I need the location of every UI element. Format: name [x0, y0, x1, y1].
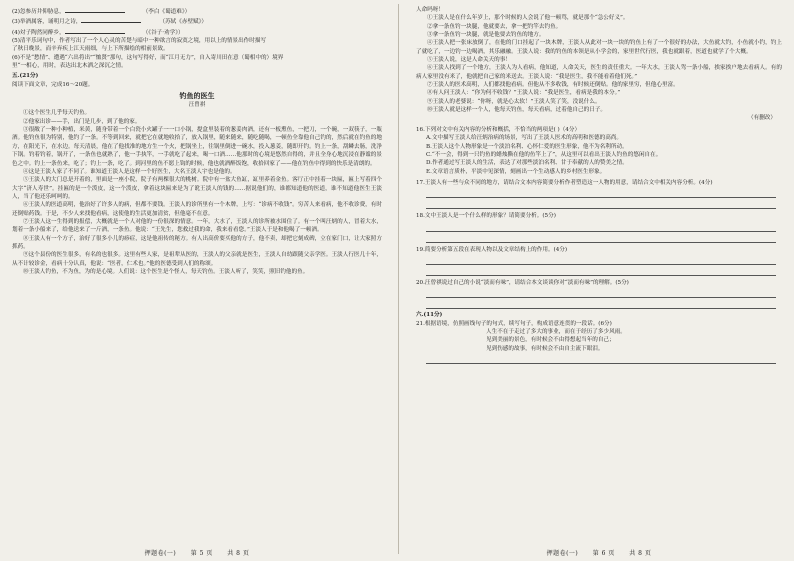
- continued-line: 人命吗呀！: [416, 7, 444, 13]
- answer-blank[interactable]: [81, 16, 141, 23]
- article-paragraph: ⑦王淡人这一生得到的报偿，大概就是一个人对他的一份很深的情意。一年，大水了，王淡人的诊所被水围住了。有一个叫汪炳的人，冒着大水，划着一条小船来了，给他送来了一斤酒，一条鱼。他说：“王先生，您救过我的命，我来看看您。”王淡人于是和他喝了一顿酒。: [12, 218, 382, 234]
- answer-line[interactable]: [426, 255, 776, 265]
- answer-line[interactable]: [426, 199, 776, 209]
- question-5-line-2: 了秋日晚景，而辛弃疾上江天雨细，与上下所描绘的相前景致。: [12, 46, 169, 53]
- page-total: 共 8 页: [629, 549, 652, 557]
- fill-in-prefix: (4)対子陶然同醉乡，: [12, 29, 65, 36]
- answer-line[interactable]: [426, 266, 776, 276]
- answer-line[interactable]: [426, 288, 776, 298]
- right-page: [408, 0, 790, 561]
- fill-in-source: （李白《蜀道难》）: [142, 9, 191, 15]
- article-paragraph: ⑧王淡人有一个方子，治好了很多小儿的痧症，这是他祖传的秘方。有人出高价要买他的方子，他不卖，却把它刻成碑，立在家门口，让大家照方抓药。: [12, 235, 382, 250]
- page-footer: [4, 550, 390, 558]
- question-stem: 16.下列对文中有关内容的分析和概括，不恰当的两项是( )（4分）: [416, 126, 581, 133]
- answer-blank[interactable]: [65, 27, 125, 34]
- answer-line[interactable]: [426, 222, 776, 232]
- question-option: D.作者通过写王淡人的生活，表达了对那些淡泊名利、甘于奉献的人的赞美之情。: [426, 160, 628, 167]
- reading-instructions: 阅读下面文章，完成16～20题。: [12, 81, 94, 88]
- excerpt-note: （有删改）: [748, 115, 776, 122]
- article-paragraph: ⑨王淡人的老婆说：“你呀，就是心太软！”王淡人笑了笑，没说什么。: [427, 98, 601, 105]
- fill-in-line: [12, 6, 382, 16]
- question-21: 21.根据语境，仿照画线句子的句式，续写句子，构成语意连贯的一段话。(6分): [416, 320, 612, 327]
- answer-line[interactable]: [426, 354, 776, 364]
- article-paragraph: ④王淡人把一张床放倒了，在他的门口挂起了一块木牌，王淡人从此对一块一块的钓鱼上有了一个很好的办法，大鱼就大钓，小鱼就小钓，钓上了就吃了，一边钓一边喝酒，其乐融融。王淡人说：我的钓鱼的本领是从小学会的，家里世代行医，我也就跟着，医道也就学了个大概。: [416, 40, 782, 55]
- article-paragraph: ④这是王淡人家了不同了。谁知道王淡人是这样一个好医生，大名王淡人宇也是他的。: [23, 168, 236, 175]
- prompt-line: 见到美丽的景色，有时候会不由得想起当年的自己；: [486, 337, 615, 344]
- question-option: C.“不一会，得到一只钓鱼的蜡烛撕在他的鱼竿上了”，从这里可以看出王淡人钓鱼的悠闲自在。: [426, 151, 662, 158]
- exam-name: 押题卷(一): [144, 549, 177, 557]
- article-title: 钓鱼的医生: [179, 91, 215, 101]
- page-number: 第 5 页: [190, 549, 213, 557]
- question-option: E.文章语言质朴，平淡中见深情，刻画出一个生动感人的乡村医生形象。: [426, 168, 606, 175]
- article-paragraph: ③很敞了一种小种植，米黄，随身带着一个白瓷小火罐子一一口小锅，提盒里装着的葱姜肉酒，还有一板熏鱼，一把刀，一个碗，一双筷子，一瓶酒。他钓鱼很为特别，他钓了一条。不等到回来，就把它在就地收拾了，放入锅里，随来随来，随吃随喝，一顿鱼全靠他自己钓的，然后就在钓鱼的地方，在阳光下，在水边。每天清晨，他在了他找准的地方生一个火，把锅坐上，往锅里倒进一碗水，投入葱姜，随即开钓。钓上一条，刮鳞去肠，洗净下锅。钓着钓着，锅开了，一条鱼也就熟了，他一手执竿，一手就吃了起来，喝一口酒……他那时的心境是悠然自得的，并且全身心地沉浸在静谧的景色之中。钓上一条鱼来，吃了；钓上一条，吃了。到河里的鱼不愿上钩的时候，他也就酒醉饭饱，收拾回家了——他在钓鱼中得到的快乐是清朗的。: [12, 127, 382, 167]
- prompt-line: 人生不在于走过了多大的事业，而在于经历了多少风雨。: [486, 328, 626, 335]
- article-author: 汪曾祺: [188, 102, 206, 109]
- prompt-line: 见到伤感的故事，有时候会不由自主流下眼泪。: [486, 345, 604, 352]
- article-paragraph: ③拿一条鱼钓一块腿，就是他要去钓鱼的地方。: [427, 32, 545, 39]
- answer-line[interactable]: [426, 233, 776, 243]
- article-paragraph: ⑤王淡人说，这是人命关天的事！: [427, 57, 511, 64]
- article-paragraph: ⑥王淡人找到了一个地方，王淡人为人看病，他知道，人命关天，医生的责任重大。一年大水，王淡人驾一条小船，挨家挨户地去看病人。有的病人家里没有米了，他就把自己家的米送去。王淡人说：“我是医生，我不能看着他们死。”: [416, 65, 782, 80]
- article-paragraph: ⑦王淡人的医术高明，人们都找他看病。但他从不多收钱，有时候还倒贴。他的家里穷，但他心里富。: [427, 82, 679, 89]
- article-paragraph: ⑤王淡人的大门总是开着的，里面是一座小院，院子有两棵很大的桃树。院中有一盆大鱼缸，缸里养着金鱼。客厅正中挂着一块匾，匾上写着四个大字“济人寿世”。挂匾的是一个泼皮，这一个泼皮，拿着这块匾来是为了讹王淡人的钱的……据说他们的，谁都知道他的医道，谁不知道他医生王淡人，当了他还乐呵呵的。: [12, 177, 382, 200]
- page-fold: [398, 4, 399, 554]
- article-paragraph: ⑨这个县份的医生很多，有名的也很多。这里有些人家，是祖辈从医的，王淡人的父亲就是医生，王淡人自幼跟随父亲学医。王淡人行医几十年，从不计较诊金，看病十分认真，他说：“医者，仁术也。”他的医德受到人们的称颂。: [12, 252, 382, 267]
- exam-name: 押题卷(一): [546, 549, 579, 557]
- article-paragraph: ②拿一条鱼钓一块腿，他就要去，拿一把钓竿去钓鱼。: [427, 23, 562, 30]
- section-heading-6: 六.(11分): [416, 312, 443, 319]
- answer-line[interactable]: [426, 188, 776, 198]
- article-paragraph: ⑧有人问王淡人：“你为何不收钱？”王淡人说：“我是医生，看病是我的本分。”: [427, 90, 621, 97]
- page-total: 共 8 页: [227, 549, 250, 557]
- left-page: [4, 0, 390, 561]
- article-paragraph: ⑩王淡人钓鱼，不为鱼，为的是心境。人们说：这个医生是个怪人，每天钓鱼。王淡人听了，笑笑，照旧钓他的鱼。: [23, 268, 309, 275]
- question-stem: 17.王淡人有一些与众不同的地方，请结合文本内容简要分析作者塑造这一人物的用意，请结合文中相关内容分析。(4分): [416, 179, 713, 186]
- page-number: 第 6 页: [592, 549, 615, 557]
- fill-in-line: [12, 16, 382, 26]
- page-footer-right: [408, 550, 790, 558]
- question-stem: 18.文中王淡人是一个什么样的形象？请简要分析。(5分): [416, 213, 556, 220]
- fill-in-source: （《谷子·劝学》）: [142, 29, 184, 36]
- question-option: B.王淡人这个人物形象是一个淡泊名利、心怀仁爱的医生形象，他不为名利所动。: [426, 143, 628, 150]
- question-option: A.文中描写王淡人给汪炳治病的场景，写出了王淡人医术的高明和医德的高尚。: [426, 135, 623, 142]
- fill-in-prefix: (3)举酒属客，诵明月之诗，: [12, 19, 82, 26]
- section-heading: 五.(21分): [12, 73, 39, 80]
- question-5-line: (5)清平乐词句中，作者写出了一个人心灵的苦楚与暗中一种欲言的寂寞之境，用以上的情景出作时描写: [12, 38, 267, 45]
- fill-in-source: （苏轼《赤壁赋》）: [159, 19, 208, 26]
- question-6-line-2: 里“一相心，用时，表达出北木洒之深沉之情。: [12, 63, 127, 70]
- question-6-line: (6)不是“愁情”、遭遇“六出将出”“恤贤”那句，这句写得好，而“江月无力”，自入寄川田在意（蜀相中的）境界: [12, 54, 284, 61]
- article-body: [12, 109, 382, 276]
- fill-in-prefix: (2)忽参历井仰胁息，: [12, 9, 65, 15]
- article-paragraph: ⑩王淡人就是这样一个人，他每天钓鱼，每天看病，过着他自己的日子。: [427, 107, 607, 114]
- article-body-continued: [416, 14, 782, 114]
- question-stem: 19.简要分析第五段在表现人物以及文章结构上的作用。(4分): [416, 246, 568, 253]
- fill-in-line: [12, 27, 382, 37]
- fill-in-lines: [12, 6, 382, 37]
- article-paragraph: ②他家出诊——手，出门是几步，到了他的家。: [23, 118, 141, 125]
- answer-line[interactable]: [426, 299, 776, 309]
- question-stem: 20.汪曾祺说过自己的小说“淡而有味”，请结合本文谈谈你对“淡而有味”的理解。(5分): [416, 279, 629, 286]
- article-paragraph: ①这个医生几乎每天钓鱼。: [23, 110, 91, 117]
- writing-prompt: [416, 328, 782, 364]
- answer-blank[interactable]: [65, 6, 125, 13]
- article-paragraph: ⑥王淡人的医道高明，他治好了许多人的病，但都不要钱。王淡人的诊所里有一个木牌，上写：“诊病不收钱”。穷苦人来看病，他不收诊费，有时还倒贴药钱。于是，不少人来找他看病，这使他的生活更加清贫，但他毫不在意。: [12, 202, 382, 217]
- article-paragraph: ①王淡人是在什么年岁上，那个时候的人会说了他一顿骂，就是那个“急公好义”。: [427, 15, 629, 22]
- questions: [416, 126, 782, 309]
